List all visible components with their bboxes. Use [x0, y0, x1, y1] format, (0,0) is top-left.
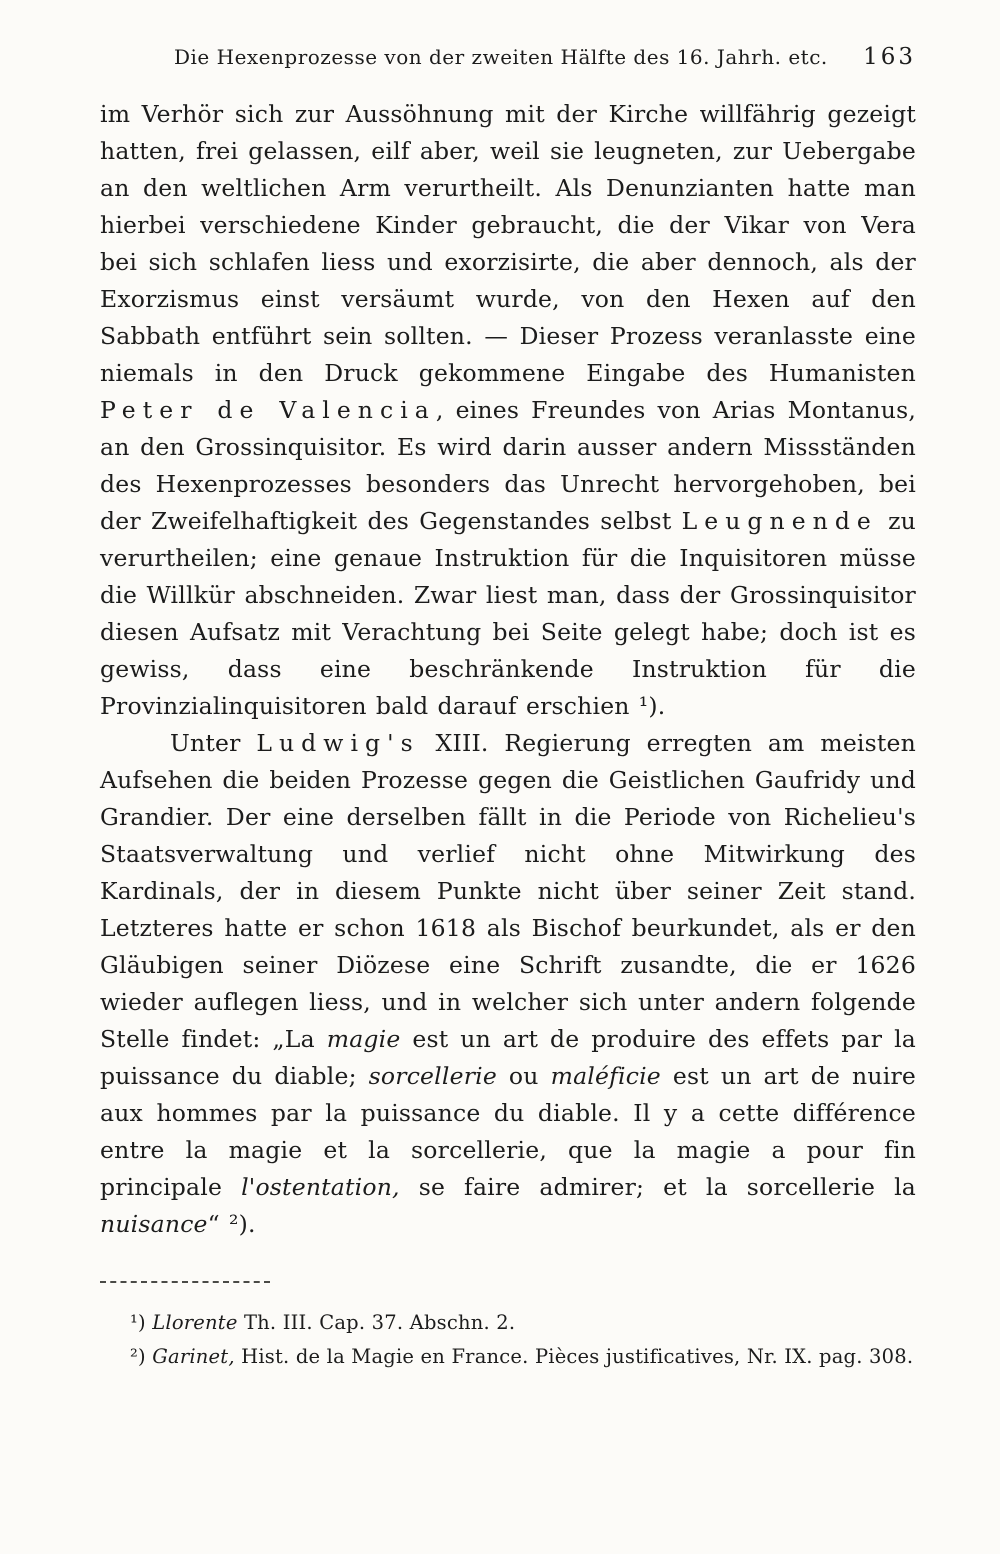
text-segment: magie: [326, 1025, 401, 1053]
text-segment: l'ostentation,: [241, 1173, 400, 1201]
text-segment: Unter: [170, 729, 257, 757]
text-segment: ²): [130, 1345, 153, 1368]
text-segment: zu verurtheilen; eine genaue Instruktion für die Inquisitoren müsse die Willkür abschneiden. Zwar liest man, dass der Grossinquisitor diesen Aufsatz mit Verachtung bei Seite gelegt habe; doch ist es gewiss, dass eine beschränkende Instruktion für die Provinzialinquisitoren bald darauf erschien ¹).: [100, 507, 916, 720]
text-segment: im Verhör sich zur Aussöhnung mit der Kirche willfährig gezeigt hatten, frei gelassen, eilf aber, weil sie leugneten, zur Uebergabe an den weltlichen Arm verurtheilt. Als Denunzianten hatte man hierbei verschiedene Kinder gebraucht, die der Vikar von Vera bei sich schlafen liess und exorzisirte, die aber dennoch, als der Exorzismus einst versäumt wurde, von den Hexen auf den Sabbath entführt sein sollten. — Dieser Prozess veranlasste eine niemals in den Druck gekommene Eingabe des Humanisten: [100, 100, 916, 387]
text-segment: Leugnende: [681, 507, 878, 535]
running-title: Die Hexenprozesse von der zweiten Hälfte des 16. Jahrh. etc.: [174, 45, 828, 69]
text-segment: Garinet,: [152, 1345, 235, 1368]
footnote-2: [100, 1341, 916, 1372]
text-segment: nuisance: [100, 1210, 208, 1238]
text-segment: Peter de Valencia: [100, 396, 436, 424]
text-segment: Hist. de la Magie en France. Pièces justificatives, Nr. IX. pag. 308.: [234, 1345, 914, 1368]
footnote-divider: [100, 1281, 270, 1283]
text-segment: se faire admirer; et la sorcellerie la: [399, 1173, 916, 1201]
text-segment: , eines Freundes von Arias Montanus, an den Grossinquisitor. Es wird darin ausser andern Missständen des Hexenprozesses besonders das Unrecht hervorgehoben, bei der Zweifelhaftigkeit des Gegenstandes selbst: [100, 396, 916, 535]
paragraph-2: [100, 725, 916, 1243]
text-segment: Ludwig's: [256, 729, 420, 757]
text-segment: sorcellerie: [368, 1062, 497, 1090]
footnotes: [100, 1307, 916, 1372]
text-segment: XIII. Regierung erregten am meisten Aufsehen die beiden Prozesse gegen die Geistlichen Gaufridy und Grandier. Der eine derselben fällt in die Periode von Richelieu's Staatsverwaltung und verlief nicht ohne Mitwirkung des Kardinals, der in diesem Punkte nicht über seiner Zeit stand. Letzteres hatte er schon 1618 als Bischof beurkundet, als er den Gläubigen seiner Diözese eine Schrift zusandte, die er 1626 wieder auflegen liess, und in welcher sich unter andern folgende Stelle findet: „La: [100, 729, 916, 1053]
footnote-1: [100, 1307, 916, 1338]
text-segment: est un art de produire des effets par la puissance du diable;: [100, 1025, 916, 1090]
text-segment: ¹): [130, 1311, 153, 1334]
page-number: 163: [863, 44, 916, 70]
text-segment: “ ²).: [207, 1210, 256, 1238]
text-segment: ou: [496, 1062, 551, 1090]
paragraph-1: [100, 96, 916, 725]
text-segment: Llorente: [152, 1311, 238, 1334]
text-segment: est un art de nuire aux hommes par la puissance du diable. Il y a cette différence entre la magie et la sorcellerie, que la magie a pour fin principale: [100, 1062, 916, 1201]
running-header: [100, 44, 916, 70]
body-text: [100, 96, 916, 1243]
text-segment: maléficie: [550, 1062, 661, 1090]
text-segment: Th. III. Cap. 37. Abschn. 2.: [237, 1311, 516, 1334]
